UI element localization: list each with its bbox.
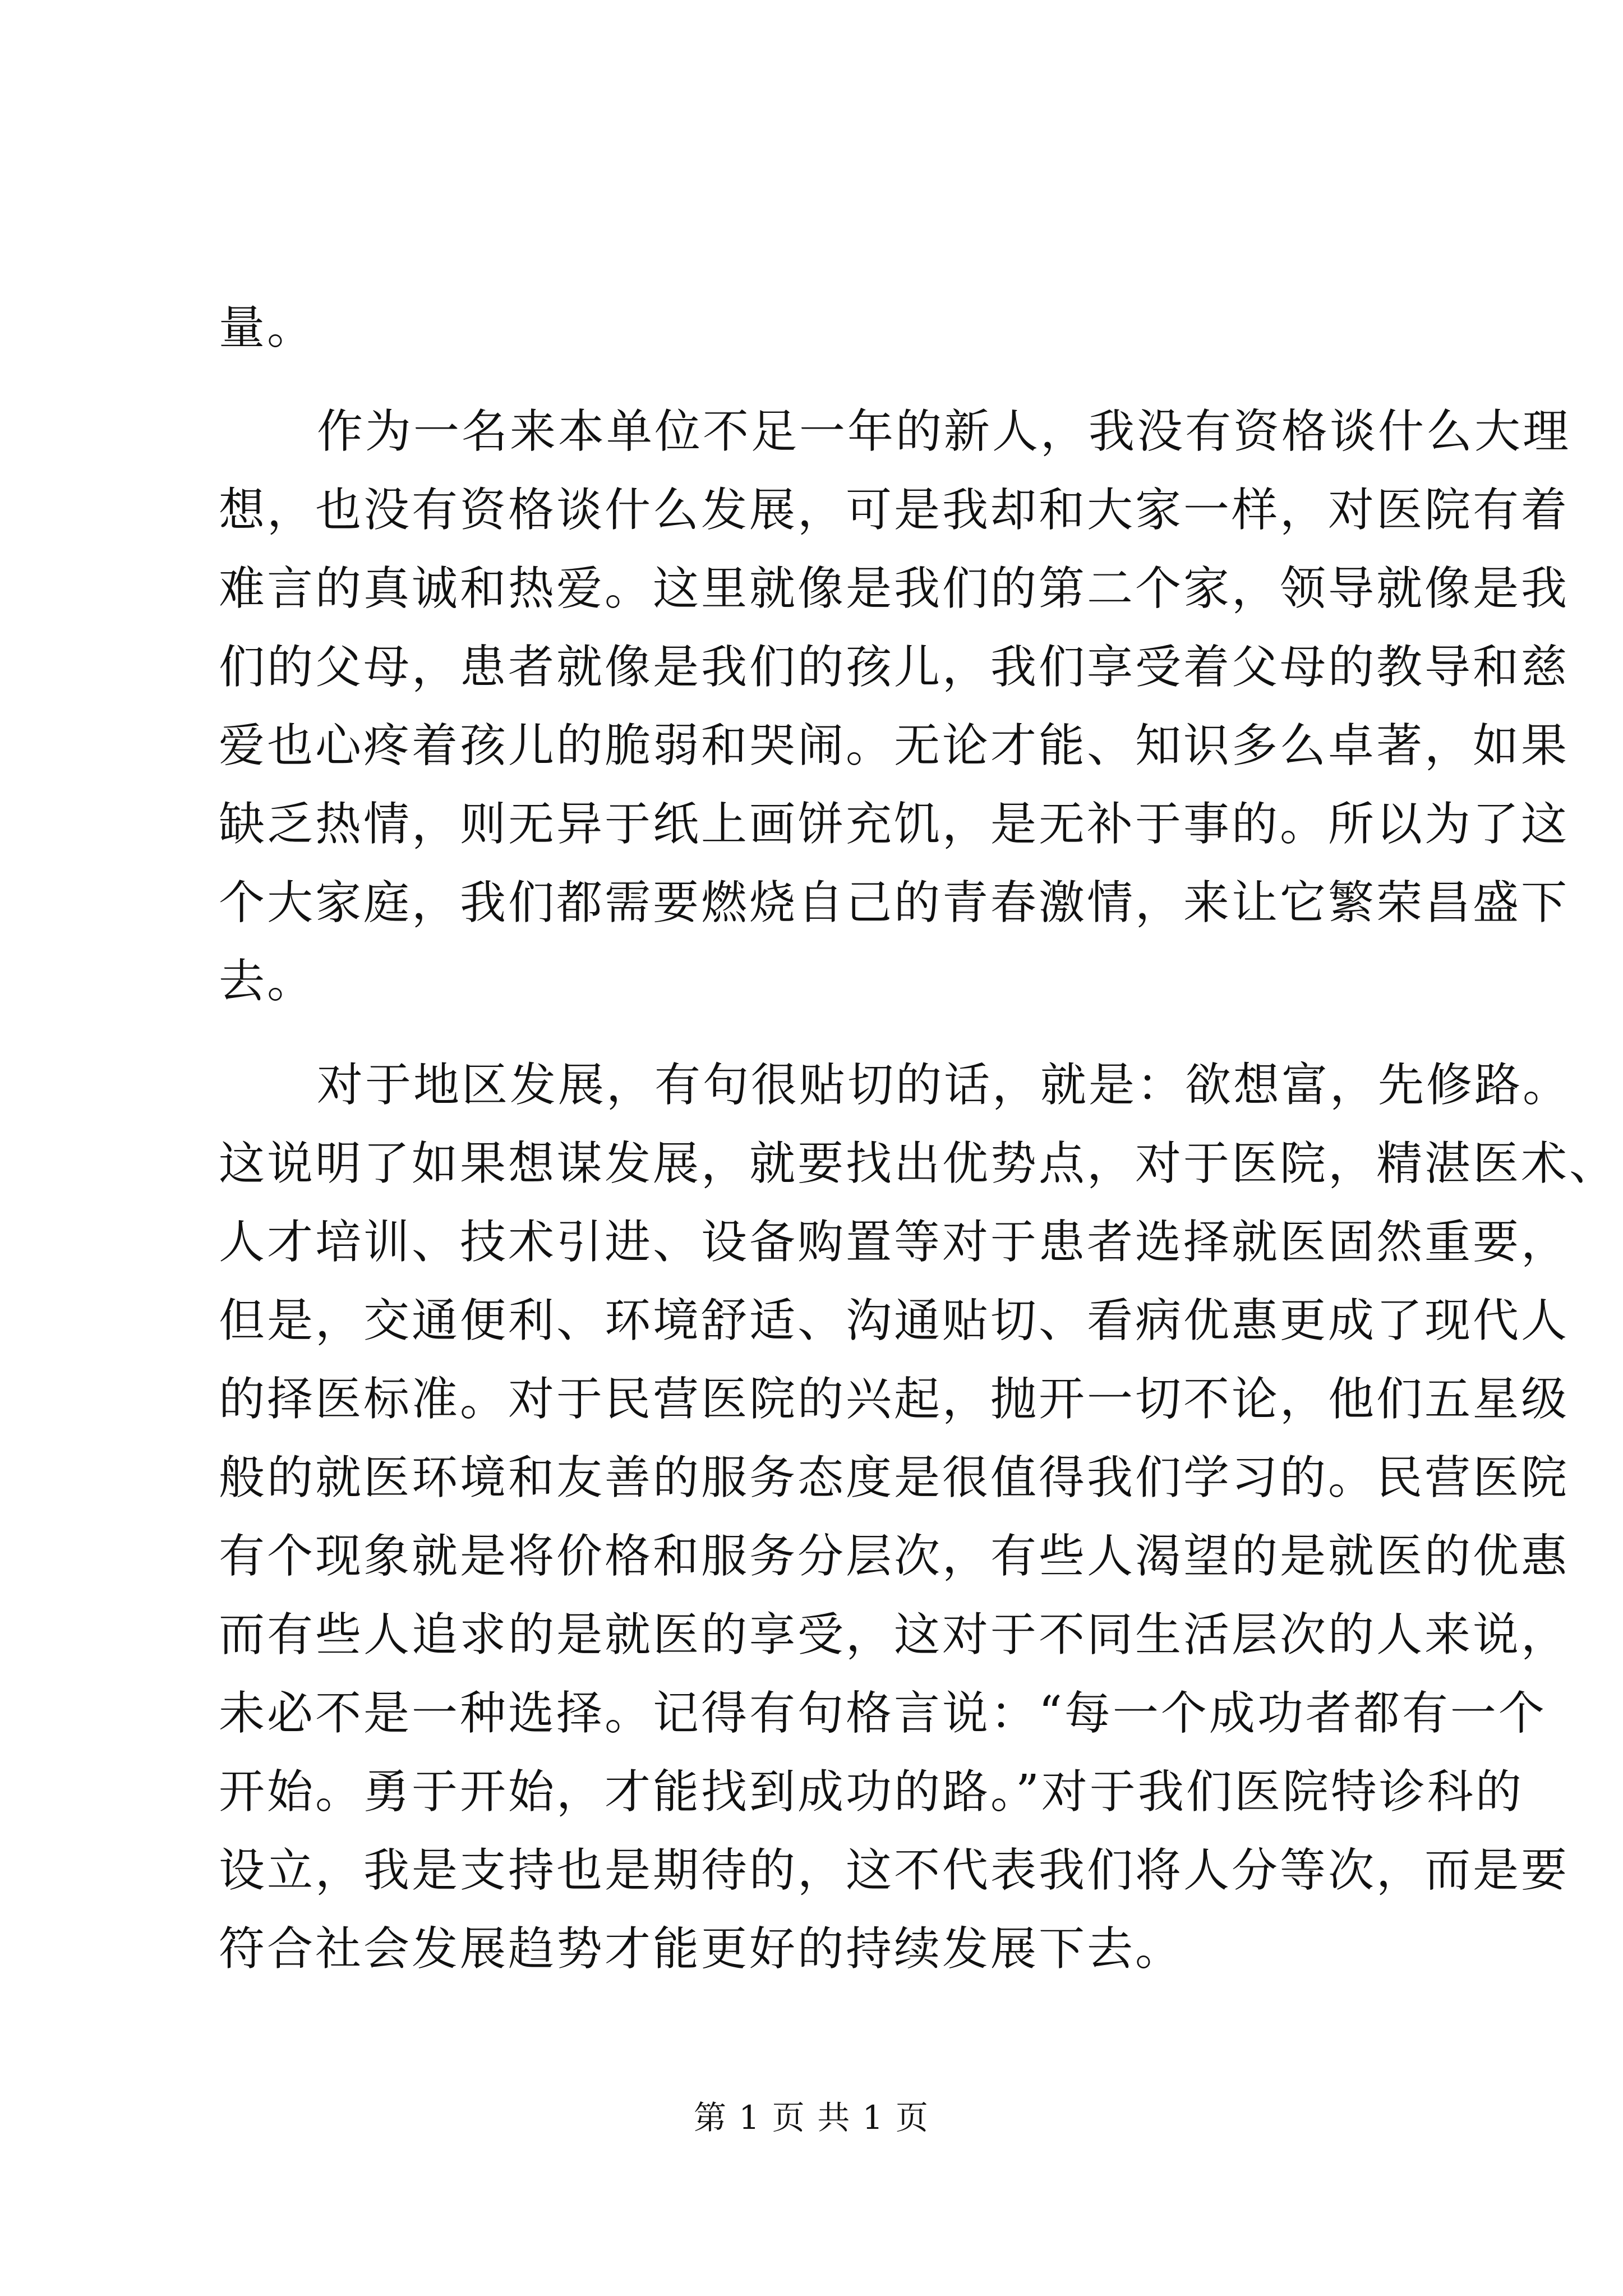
- body-text: [219, 289, 1618, 1989]
- text-line: 开始。勇于开始，才能找到成功的路。”对于我们医院特诊科的: [219, 1765, 1524, 1819]
- paragraph-first-line: 作为一名来本单位不足一年的新人，我没有资格谈什么大理: [317, 405, 1571, 458]
- paragraph-first-line: 对于地区发展，有句很贴切的话，就是：欲想富，先修路。: [317, 1059, 1571, 1112]
- text-line: 般的就医环境和友善的服务态度是很值得我们学习的。民营医院: [219, 1451, 1570, 1504]
- text-line: 未必不是一种选择。记得有句格言说：“每一个成功者都有一个: [219, 1687, 1547, 1740]
- text-line: 去。: [219, 955, 316, 1008]
- text-line: 量。: [219, 301, 316, 355]
- text-line: 的择医标准。对于民营医院的兴起，抛开一切不论，他们五星级: [219, 1373, 1570, 1426]
- text-line: 有个现象就是将价格和服务分层次，有些人渴望的是就医的优惠: [219, 1530, 1570, 1583]
- text-line: 设立，我是支持也是期待的，这不代表我们将人分等次，而是要: [219, 1844, 1570, 1897]
- text-line: 符合社会发展趋势才能更好的持续发展下去。: [219, 1922, 1184, 1976]
- text-line: 个大家庭，我们都需要燃烧自己的青春激情，来让它繁荣昌盛下: [219, 876, 1570, 930]
- text-line: 而有些人追求的是就医的享受，这对于不同生活层次的人来说，: [219, 1608, 1570, 1662]
- text-line: 们的父母，患者就像是我们的孩儿，我们享受着父母的教导和慈: [219, 641, 1570, 694]
- page-footer: 第 1 页 共 1 页: [694, 2099, 929, 2137]
- text-line: 爱也心疼着孩儿的脆弱和哭闹。无论才能、知识多么卓著，如果: [219, 719, 1570, 772]
- text-line: 这说明了如果想谋发展，就要找出优势点，对于医院，精湛医术、: [219, 1137, 1618, 1190]
- text-line: 但是，交通便利、环境舒适、沟通贴切、看病优惠更成了现代人: [219, 1294, 1570, 1347]
- text-line: 难言的真诚和热爱。这里就像是我们的第二个家，领导就像是我: [219, 562, 1570, 615]
- text-line: 缺乏热情，则无异于纸上画饼充饥，是无补于事的。所以为了这: [219, 798, 1570, 851]
- text-line: 想，也没有资格谈什么发展，可是我却和大家一样，对医院有着: [219, 484, 1570, 537]
- text-line: 人才培训、技术引进、设备购置等对于患者选择就医固然重要，: [219, 1216, 1570, 1269]
